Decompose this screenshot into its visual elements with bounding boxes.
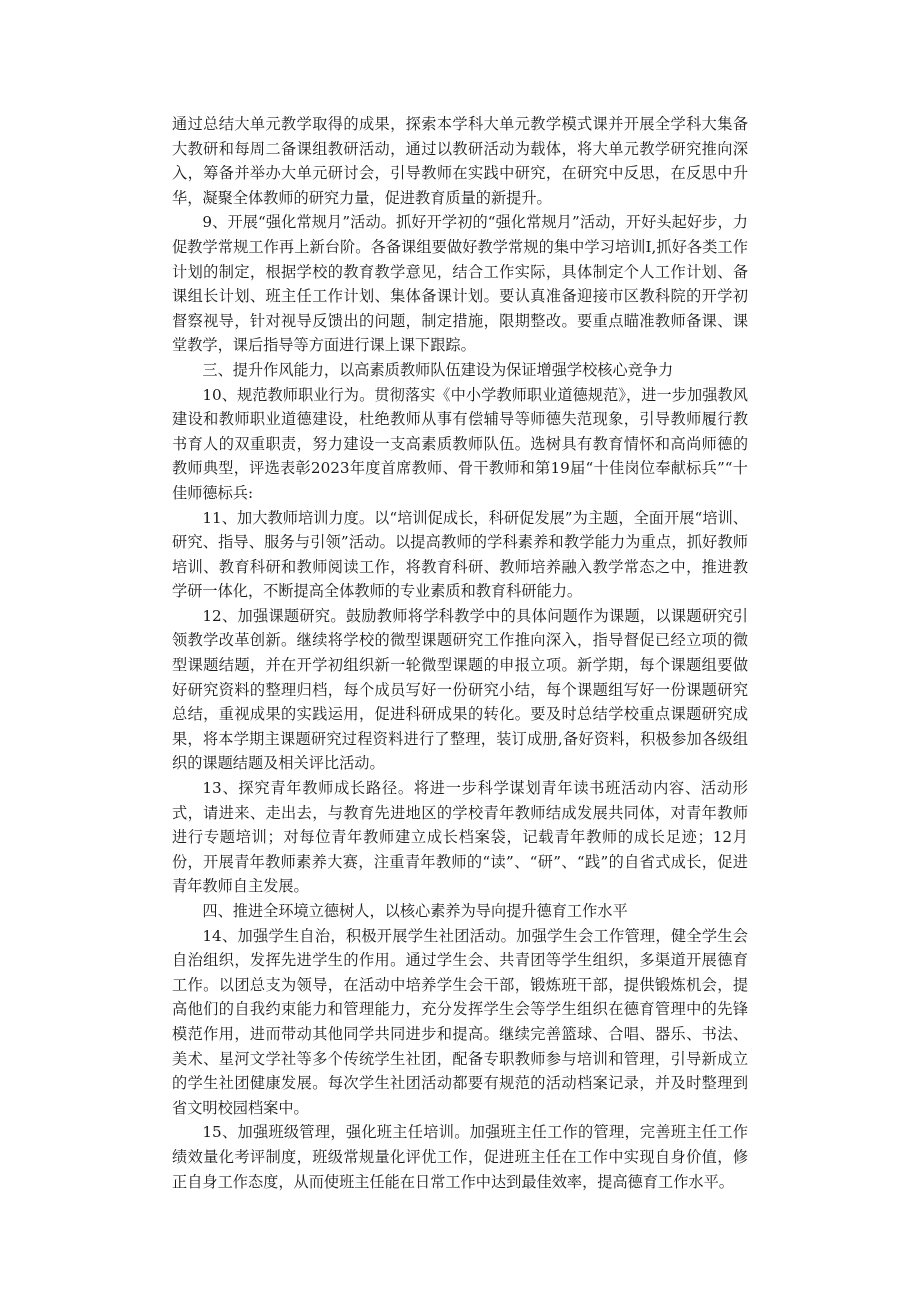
- paragraph-item-9: 9、开展“强化常规月”活动。抓好开学初的“强化常规月”活动，开好头起好步，力促教学常规工作再上新台阶。各备课组要做好教学常规的集中学习培训I,抓好各类工作计划的制定，根据学校的教育教学意见，结合工作实际，具体制定个人工作计划、备课组长计划、班主任工作计划、集体备课计划。要认真准备迎接市区教科院的开学初督察视导，针对视导反馈出的问题，制定措施，限期整改。要重点瞄准教师备课、课堂教学，课后指导等方面进行课上课下跟踪。: [172, 213, 748, 355]
- paragraph-item-12: 12、加强课题研究。鼓励教师将学科教学中的具体问题作为课题，以课题研究引领教学改革创新。继续将学校的微型课题研究工作推向深入，指导督促已经立项的微型课题结题，并在开学初组织新一轮微型课题的申报立项。新学期，每个课题组要做好研究资料的整理归档，每个成员写好一份研究小结，每个课题组写好一份课题研究总结，重视成果的实践运用，促进科研成果的转化。要及时总结学校重点课题研究成果，将本学期主课题研究过程资料进行了整理，装订成册,备好资料，积极参加各级组织的课题结题及相关评比活动。: [172, 606, 748, 773]
- document-body: [172, 112, 748, 1194]
- paragraph-item-14: 14、加强学生自治，积极开展学生社团活动。加强学生会工作管理，健全学生会自治组织，发挥先进学生的作用。通过学生会、共青团等学生组织，多渠道开展德育工作。以团总支为领导，在活动中培养学生会干部，锻炼班干部，提供锻炼机会，提高他们的自我约束能力和管理能力，充分发挥学生会等学生组织在德育管理中的先锋模范作用，进而带动其他同学共同进步和提高。继续完善篮球、合唱、器乐、书法、美术、星河文学社等多个传统学生社团，配备专职教师参与培训和管理，引导新成立的学生社团健康发展。每次学生社团活动都要有规范的活动档案记录，并及时整理到省文明校园档案中。: [172, 926, 748, 1117]
- paragraph-item-10: 10、规范教师职业行为。贯彻落实《中小学教师职业道德规范》，进一步加强教风建设和教师职业道德建设，杜绝教师从事有偿辅导等师德失范现象，引导教师履行教书育人的双重职责，努力建设一支高素质教师队伍。选树具有教育情怀和高尚师德的教师典型，评选表彰2023年度首席教师、骨干教师和第19届“十佳岗位奉献标兵”“十佳师德标兵:: [172, 385, 748, 502]
- paragraph-continuation: 通过总结大单元教学取得的成果，探索本学科大单元教学模式课并开展全学科大集备大教研和每周二备课组教研活动，通过以教研活动为载体，将大单元教学研究推向深入，筹备并举办大单元研讨会，引导教师在实践中研究，在研究中反思，在反思中升华，凝聚全体教师的研究力量，促进教育质量的新提升。: [172, 115, 748, 207]
- paragraph-item-15: 15、加强班级管理，强化班主任培训。加强班主任工作的管理，完善班主任工作绩效量化考评制度，班级常规量化评优工作，促进班主任在工作中实现自身价值，修正自身工作态度，从而使班主任能在日常工作中达到最佳效率，提高德育工作水平。: [172, 1123, 748, 1191]
- paragraph-item-11: 11、加大教师培训力度。以“培训促成长，科研促发展”为主题，全面开展“培训、研究、指导、服务与引领”活动。以提高教师的学科素养和教学能力为重点，抓好教师培训、教育科研和教师阅读工作，将教育科研、教师培养融入教学常态之中，推进教学研一体化，不断提高全体教师的专业素质和教育科研能力。: [172, 508, 748, 601]
- section-heading-3: 三、提升作风能力，以高素质教师队伍建设为保证增强学校核心竞争力: [202, 360, 674, 379]
- section-heading-4: 四、推进全环境立德树人，以核心素养为导向提升德育工作水平: [202, 902, 628, 920]
- paragraph-item-13: 13、探究青年教师成长路径。将进一步科学谋划青年读书班活动内容、活动形式，请进来、走出去，与教育先进地区的学校青年教师结成发展共同体，对青年教师进行专题培训；对每位青年教师建立成长档案袋，记载青年教师的成长足迹；12月份，开展青年教师素养大赛，注重青年教师的“读”、“研”、“践”的自省式成长，促进青年教师自主发展。: [172, 779, 748, 896]
